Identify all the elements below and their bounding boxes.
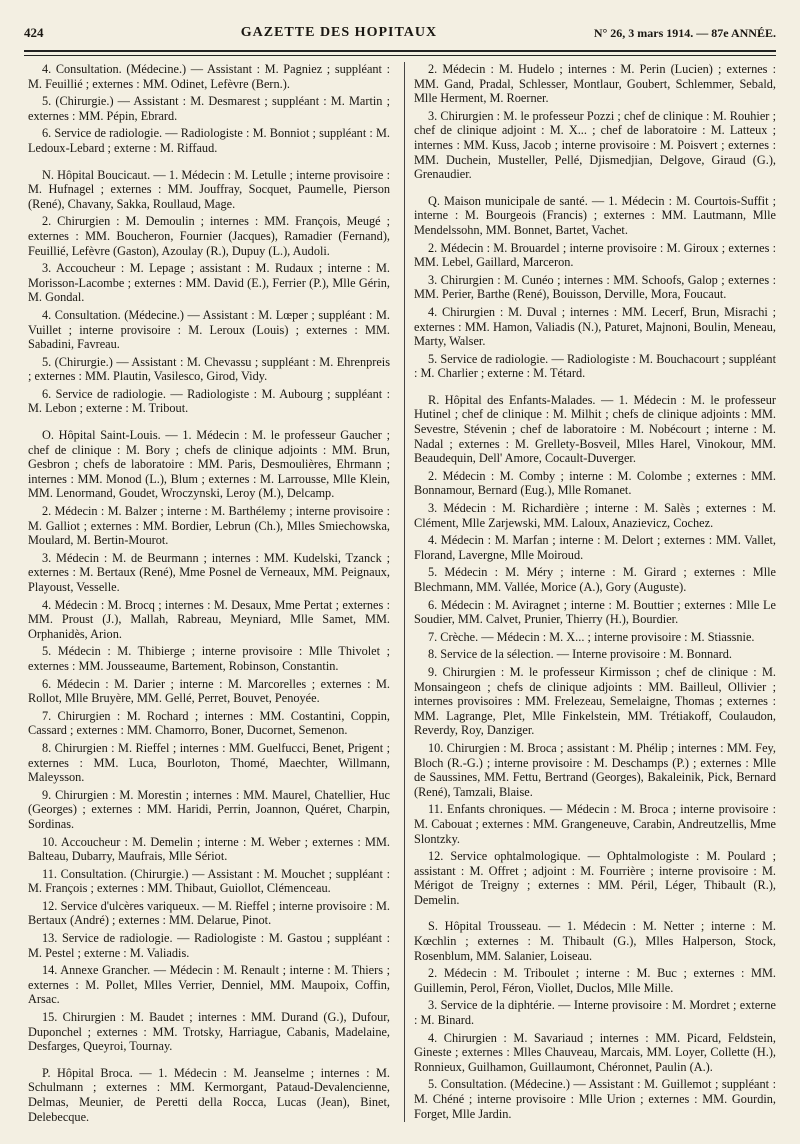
service-entry: 5. Médecin : M. Thibierge ; interne provisoire : Mlle Thivolet ; externes : MM. Jousseaume, Bartement, Robinson, Constantin. xyxy=(28,644,390,673)
service-entry: 2. Chirurgien : M. Demoulin ; internes : MM. François, Meugé ; externes : MM. Boucheron, Fournier (Jacques), Ramadier (Fernand), Feuillié, Lefèvre (Gaston), Azoulay (R.), Dupuy (L.), Audoli. xyxy=(28,214,390,258)
service-entry: 5. Médecin : M. Méry ; interne : M. Girard ; externes : Mlle Blechmann, MM. Vallée, Morice (A.), Gory (Auguste). xyxy=(414,565,776,594)
service-entry: 12. Service ophtalmologique. — Ophtalmologiste : M. Poulard ; assistant : M. Offret ; adjoint : M. Fourrière ; interne provisoire : M. Mérigot de Treigny ; externes : MM. Péril, Léger, Thibault (R.), Demelin. xyxy=(414,849,776,907)
service-entry: 3. Accoucheur : M. Lepage ; assistant : M. Rudaux ; interne : M. Morisson-Lacombe ; externes : MM. David (E.), Ferrier (P.), Mlle Gérin, M. Gondal. xyxy=(28,261,390,305)
service-entry: 6. Service de radiologie. — Radiologiste : M. Bonniot ; suppléant : M. Ledoux-Lebard ; externe : M. Riffaud. xyxy=(28,126,390,155)
service-entry: 4. Médecin : M. Marfan ; interne : M. Delort ; externes : MM. Vallet, Florand, Lavergne, Mlle Moiroud. xyxy=(414,533,776,562)
service-entry: 8. Chirurgien : M. Rieffel ; internes : MM. Guelfucci, Benet, Prigent ; externes : MM. Luca, Bourloton, Thomé, Maechter, Willmann, Maleysson. xyxy=(28,740,390,785)
service-entry: 4. Consultation. (Médecine.) — Assistant : M. Lœper ; suppléant : M. Vuillet ; interne provisoire : M. Leroux (Louis) ; externes : MM. Sabadini, Favreau. xyxy=(28,307,390,352)
page-number: 424 xyxy=(24,25,44,40)
service-entry: 3. Médecin : M. de Beurmann ; internes : MM. Kudelski, Tzanck ; externes : M. Bertaux (René), Mme Posnel de Verneaux, MM. Peignaux, Playoust, Vesselle. xyxy=(28,550,390,594)
service-entry: 12. Service d'ulcères variqueux. — M. Rieffel ; interne provisoire : M. Bertaux (André) ; externes : MM. Delarue, Pinot. xyxy=(28,898,390,928)
service-entry: 2. Médecin : M. Comby ; interne : M. Colombe ; externes : MM. Bonnamour, Bernard (Eug.), Mlle Romanet. xyxy=(414,468,776,498)
service-entry: 2. Médecin : M. Brouardel ; interne provisoire : M. Giroux ; externes : MM. Lebel, Gaillard, Marceron. xyxy=(414,240,776,270)
service-entry: 4. Médecin : M. Brocq ; internes : M. Desaux, Mme Pertat ; externes : MM. Proust (J.), Mallah, Rabreau, Meyniard, Mlle Samet, MM. Orphanidès, Arion. xyxy=(28,597,390,641)
right-column xyxy=(414,62,776,1134)
service-entry: O. Hôpital Saint-Louis. — 1. Médecin : M. le professeur Gaucher ; chef de clinique : M. Bory ; chefs de clinique adjoints : MM. Brun, Gesbron ; chefs de laboratoire : MM. Paris, Desmoulières, Ehrmann ; internes : MM. Monod (L.), Blum ; externes : M. Larrousse, Mlle Klein, MM. Lenormand, Goudet, Wroczynski, Leroy (M.), Delcamp. xyxy=(28,428,390,501)
left-column xyxy=(28,62,390,1134)
service-entry: 9. Chirurgien : M. Morestin ; internes : MM. Maurel, Chatellier, Huc (Georges) ; externes : MM. Haridi, Perrin, Joannon, Quéret, Charpin, Sordinas. xyxy=(28,787,390,831)
page-header xyxy=(24,18,776,48)
service-entry: Q. Maison municipale de santé. — 1. Médecin : M. Courtois-Suffit ; interne : M. Bourgeois (Francis) ; externes : MM. Lautmann, Mlle Mendelssohn, MM. Bonnet, Bartet, Vachet. xyxy=(414,193,776,237)
service-entry: 9. Chirurgien : M. le professeur Kirmisson ; chef de clinique : M. Monsaingeon ; chefs de clinique adjoints : MM. Bailleul, Ollivier ; internes provisoires : MM. Frelezeau, Semelaigne, Thomas ; externes : MM. Lagrange, Plet, Mlle Finkelstein, MM. Trétiakoff, Coulaudon, Reverdy, Roy, Danziger. xyxy=(414,664,776,738)
service-entry: 4. Consultation. (Médecine.) — Assistant : M. Pagniez ; suppléant : M. Feuillié ; externes : MM. Odinet, Lefèvre (Bern.). xyxy=(28,62,390,91)
service-entry: 13. Service de radiologie. — Radiologiste : M. Gastou ; suppléant : M. Pestel ; externe : M. Valiadis. xyxy=(28,931,390,960)
service-entry: 11. Enfants chroniques. — Médecin : M. Broca ; interne provisoire : M. Cabouat ; externes : MM. Grangeneuve, Carabin, Andreutzellis, Mme Slontzky. xyxy=(414,802,776,846)
service-entry: 3. Service de la diphtérie. — Interne provisoire : M. Mordret ; externe : M. Binard. xyxy=(414,998,776,1028)
service-entry: N. Hôpital Boucicaut. — 1. Médecin : M. Letulle ; interne provisoire : M. Hufnagel ; externes : MM. Jouffray, Socquet, Paumelle, Pierson (René), Chavany, Sakka, Roullaud, Mage. xyxy=(28,167,390,211)
service-entry: P. Hôpital Broca. — 1. Médecin : M. Jeanselme ; internes : M. Schulmann ; externes : MM. Kermorgant, Pataud-Devalencienne, Delmas, Meunier, de Peretti della Rocca, Lucas (Jean), Binet, Delebecque. xyxy=(28,1065,390,1124)
service-entry: 5. Service de radiologie. — Radiologiste : M. Bouchacourt ; suppléant : M. Charlier ; externe : M. Tétard. xyxy=(414,351,776,381)
service-entry: 4. Chirurgien : M. Duval ; internes : MM. Lecerf, Brun, Misrachi ; externes : MM. Hamon, Valiadis (N.), Paturet, Majnoni, Boulin, Meneau, Marty, Walser. xyxy=(414,304,776,349)
service-entry: 6. Médecin : M. Darier ; interne : M. Marcorelles ; externes : M. Rollot, Mlle Bruyère, MM. Gellé, Perret, Bouvet, Penoyée. xyxy=(28,676,390,706)
column-divider xyxy=(404,62,405,1122)
service-entry: 7. Chirurgien : M. Rochard ; internes : MM. Costantini, Coppin, Cassard ; externes : MM. Chamorro, Boner, Ducornet, Semenon. xyxy=(28,708,390,738)
header-rule xyxy=(24,50,776,52)
service-entry: 10. Chirurgien : M. Broca ; assistant : M. Phélip ; internes : MM. Fey, Bloch (R.-G.) ; interne provisoire : M. Deschamps (P.) ; externes : Mlle de Saussines, MM. Fettu, Bertrand (Georges), Bakaleinik, Pick, Bernard (René), Tamzali, Blaise. xyxy=(414,740,776,799)
service-entry: 2. Médecin : M. Triboulet ; interne : M. Buc ; externes : MM. Guillemin, Perol, Féron, Viollet, Duclos, Mlle Mille. xyxy=(414,966,776,995)
service-entry: 3. Chirurgien : M. le professeur Pozzi ; chef de clinique : M. Rouhier ; chef de clinique adjoint : M. X... ; chef de laboratoire : M. Latteux ; internes : MM. Kuss, Jacob ; interne provisoire : M. Poisvert ; externes : MM. Duchein, Musteller, Pellé, Djismedjian, Delgove, Giraud (G.), Grenaudier. xyxy=(414,108,776,182)
service-entry: 3. Chirurgien : M. Cunéo ; internes : MM. Schoofs, Galop ; externes : MM. Perier, Barthe (René), Bouisson, Derville, Mora, Foucaut. xyxy=(414,272,776,302)
issue-info: N° 26, 3 mars 1914. — 87e ANNÉE. xyxy=(593,25,776,40)
journal-title: GAZETTE DES HOPITAUX xyxy=(240,25,438,40)
service-entry: S. Hôpital Trousseau. — 1. Médecin : M. Netter ; interne : M. Kœchlin ; externes : M. Thibault (G.), Mlles Halperson, Stock, Rosenblum, MM. Salanier, Loiseau. xyxy=(414,919,776,963)
service-entry: 5. Consultation. (Médecine.) — Assistant : M. Guillemot ; suppléant : M. Chéné ; interne provisoire : Mlle Urion ; externes : MM. Gourdin, Forget, Mlle Jardin. xyxy=(414,1077,776,1121)
service-entry: 7. Crèche. — Médecin : M. X... ; interne provisoire : M. Stiassnie. xyxy=(428,629,755,644)
service-entry: 3. Médecin : M. Richardière ; interne : M. Salès ; externes : M. Clément, Mlle Zarjewski, MM. Laloux, Anazievicz, Cochez. xyxy=(414,501,776,530)
service-entry: R. Hôpital des Enfants-Malades. — 1. Médecin : M. le professeur Hutinel ; chef de clinique : M. Milhit ; chefs de clinique adjoints : MM. Sevestre, Stévenin ; chef de laboratoire : M. Nobécourt ; interne : M. Nadal ; externes : M. Grellety-Bosveil, Mlles Harel, Vinokour, MM. Beaudequin, Dell' Amore, Cocault-Duverger. xyxy=(414,392,776,466)
service-entry: 15. Chirurgien : M. Baudet ; internes : MM. Durand (G.), Dufour, Duponchel ; externes : MM. Trotsky, Harriague, Cabanis, Madelaine, Desfarges, Queyroi, Tournay. xyxy=(28,1010,390,1054)
service-entry: 2. Médecin : M. Hudelo ; internes : M. Perin (Lucien) ; externes : MM. Gand, Pradal, Schlesser, Montlaur, Goubert, Schlemmer, Sebald, Mlle Herment, M. Roerner. xyxy=(414,62,776,106)
service-entry: 6. Médecin : M. Aviragnet ; interne : M. Bouttier ; externes : Mlle Le Soudier, MM. Calvet, Prunier, Thierry (H.), Bourdier. xyxy=(414,597,776,627)
service-entry: 8. Service de la sélection. — Interne provisoire : M. Bonnard. xyxy=(428,647,732,662)
header-rule-thin xyxy=(24,55,776,56)
service-entry: 5. (Chirurgie.) — Assistant : M. Desmarest ; suppléant : M. Martin ; externes : MM. Pépin, Ebrard. xyxy=(28,94,390,123)
service-entry: 2. Médecin : M. Balzer ; interne : M. Barthélemy ; interne provisoire : M. Galliot ; externes : MM. Bordier, Lebrun (Ch.), Mlles Smiechowska, Moulard, M. Bertin-Mourot. xyxy=(28,504,390,548)
service-entry: 10. Accoucheur : M. Demelin ; interne : M. Weber ; externes : MM. Balteau, Dubarry, Maufrais, Mlle Sériot. xyxy=(28,834,390,864)
service-entry: 5. (Chirurgie.) — Assistant : M. Chevassu ; suppléant : M. Ehrenpreis ; externes : MM. Plautin, Vasilesco, Girod, Vidy. xyxy=(28,354,390,384)
service-entry: 14. Annexe Grancher. — Médecin : M. Renault ; interne : M. Thiers ; externes : M. Pollet, Mlles Verrier, Denniel, MM. Maupoix, Coffin, Arsac. xyxy=(28,963,390,1007)
service-entry: 6. Service de radiologie. — Radiologiste : M. Aubourg ; suppléant : M. Lebon ; externe : M. Tribout. xyxy=(28,386,390,416)
service-entry: 4. Chirurgien : M. Savariaud ; internes : MM. Picard, Feldstein, Gineste ; externes : Mlles Chauveau, Marcais, MM. Loyer, Collette (H.), Ronnieux, Guilhamon, Guillaumont, Chéronnet, Paulin (A.). xyxy=(414,1030,776,1074)
service-entry: 11. Consultation. (Chirurgie.) — Assistant : M. Mouchet ; suppléant : M. François ; externes : MM. Thibaut, Guiollot, Clémenceau. xyxy=(28,866,390,896)
